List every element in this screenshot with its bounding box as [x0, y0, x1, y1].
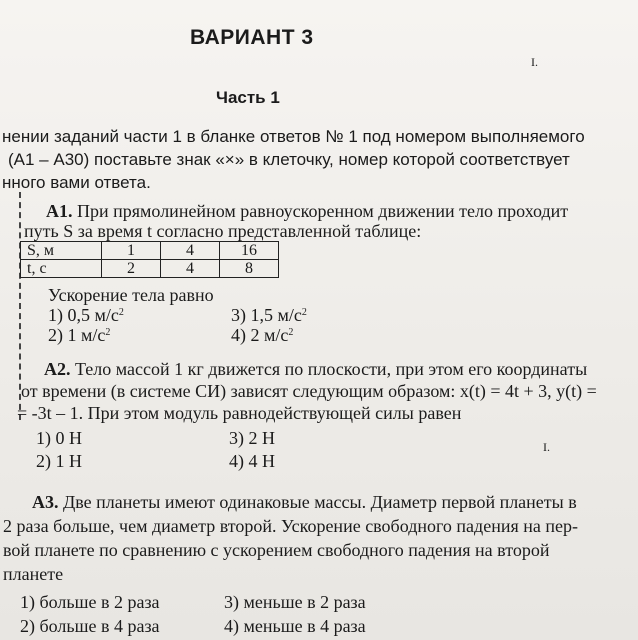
question-a2-line-1 — [44, 359, 587, 380]
table-row — [21, 260, 279, 278]
question-a1-prompt: Ускорение тела равно — [48, 285, 214, 305]
answer-text: 2) 1 м/с — [48, 325, 106, 345]
question-a3-line-1 — [32, 492, 577, 513]
answer-a2-2: 2) 1 Н — [36, 451, 82, 471]
answer-a1-3 — [231, 305, 307, 326]
answer-a2-3: 3) 2 Н — [229, 428, 275, 448]
answer-text: 4) 2 м/с — [231, 325, 289, 345]
question-a2-number: А2. — [44, 359, 71, 379]
answer-a3-4: 4) меньше в 4 раза — [224, 616, 366, 636]
part-title: Часть 1 — [216, 88, 280, 107]
path-time-table — [20, 241, 279, 278]
answer-a1-1 — [48, 305, 124, 326]
margin-mark: I. — [531, 55, 538, 69]
superscript-power: 2 — [118, 307, 124, 318]
question-a1-number: А1. — [46, 201, 73, 221]
superscript-power: 2 — [105, 327, 111, 338]
question-a2-line-3: = -3t – 1. При этом модуль равнодействующей силы равен — [17, 403, 462, 423]
answer-a1-2 — [48, 325, 110, 346]
table-cell: 4 — [161, 242, 220, 260]
question-a2-text-1: Тело массой 1 кг движется по плоскости, при этом его координаты — [75, 359, 588, 379]
question-a3-line-3: вой планете по сравнению с ускорением свободного падения на второй — [3, 540, 550, 560]
table-cell: 8 — [220, 260, 279, 278]
superscript-power: 2 — [301, 307, 307, 318]
answer-a3-2: 2) больше в 4 раза — [20, 616, 160, 636]
superscript-power: 2 — [288, 327, 294, 338]
instructions-line-3: нного вами ответа. — [2, 173, 151, 192]
table-cell: t, с — [21, 260, 102, 278]
table-cell: 16 — [220, 242, 279, 260]
question-a3-number: А3. — [32, 492, 59, 512]
table-cell: 1 — [102, 242, 161, 260]
answer-text: 3) 1,5 м/с — [231, 305, 302, 325]
variant-title: ВАРИАНТ 3 — [190, 26, 314, 49]
answer-a2-1: 1) 0 Н — [36, 428, 82, 448]
question-a1-line-1 — [46, 201, 568, 222]
table-row — [21, 242, 279, 260]
table-cell: 4 — [161, 260, 220, 278]
answer-a3-3: 3) меньше в 2 раза — [224, 592, 366, 612]
answer-a1-4 — [231, 325, 293, 346]
question-a3-line-2: 2 раза больше, чем диаметр второй. Ускорение свободного падения на пер- — [3, 516, 578, 536]
question-a2-line-2: от времени (в системе СИ) зависят следующим образом: x(t) = 4t + 3, y(t) = — [21, 381, 597, 401]
question-a3-line-4: планете — [3, 564, 64, 584]
table-cell: 2 — [102, 260, 161, 278]
instructions-line-1: нении заданий части 1 в бланке ответов № 1 под номером выполняемого — [2, 127, 585, 146]
table-cell: S, м — [21, 242, 102, 260]
instructions-line-2: (А1 – А30) поставьте знак «×» в клеточку, номер которой соответствует — [8, 150, 570, 169]
answer-text: 1) 0,5 м/с — [48, 305, 119, 325]
margin-mark: I. — [543, 440, 550, 454]
answer-a3-1: 1) больше в 2 раза — [20, 592, 160, 612]
question-a1-text-1: При прямолинейном равноускоренном движении тело проходит — [77, 201, 569, 221]
answer-a2-4: 4) 4 Н — [229, 451, 275, 471]
question-a3-text-1: Две планеты имеют одинаковые массы. Диаметр первой планеты в — [63, 492, 577, 512]
question-a1-line-2: путь S за время t согласно представленной таблице: — [24, 221, 422, 241]
